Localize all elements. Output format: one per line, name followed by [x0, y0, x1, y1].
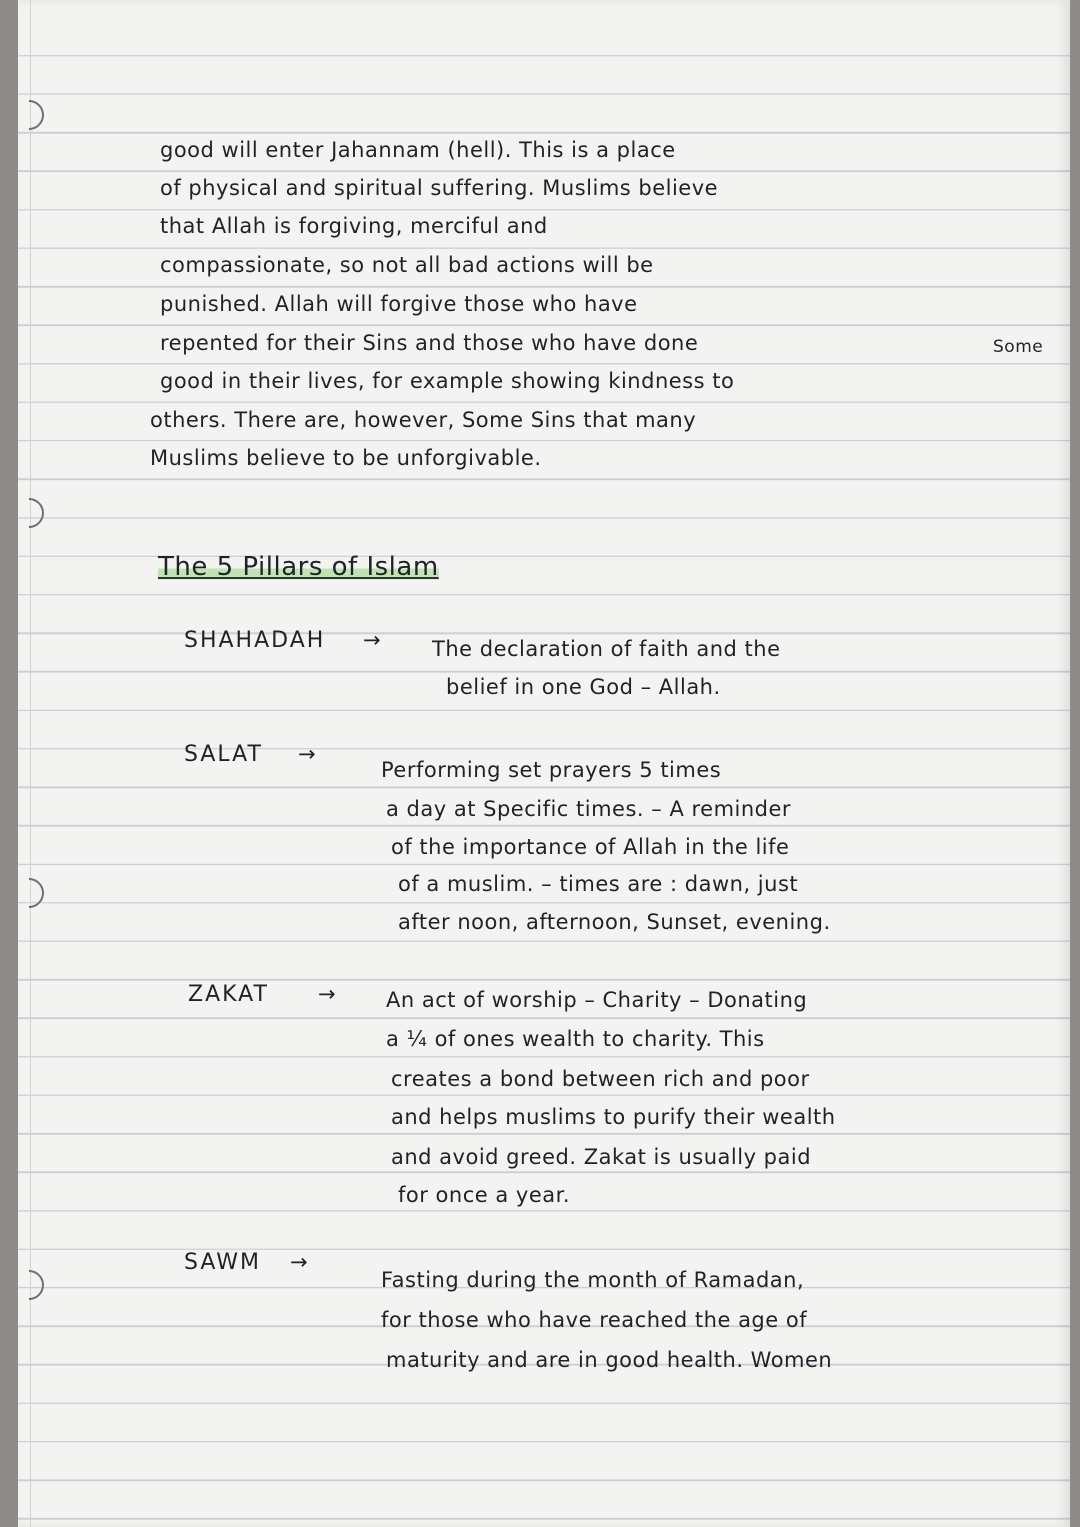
margin-word: Some: [993, 337, 1044, 357]
pillar-name-salat: SALAT: [184, 742, 263, 767]
paragraph-line: repented for their Sins and those who have done: [160, 331, 699, 355]
pillar-text-line: creates a bond between rich and poor: [391, 1067, 810, 1091]
paragraph-line: of physical and spiritual suffering. Muslims believe: [160, 176, 719, 200]
pillar-text-line: after noon, afternoon, Sunset, evening.: [398, 910, 831, 934]
pillar-text-line: belief in one God – Allah.: [446, 675, 721, 699]
paragraph-line: others. There are, however, Some Sins that many: [150, 408, 697, 432]
pillar-text-line: The declaration of faith and the: [432, 637, 781, 661]
binder-hole-mark: [8, 1264, 50, 1306]
arrow-icon: →: [298, 742, 317, 766]
paragraph-line: Muslims believe to be unforgivable.: [150, 446, 542, 470]
pillar-text-line: of the importance of Allah in the life: [391, 835, 790, 859]
arrow-icon: →: [290, 1250, 309, 1274]
paragraph-line: good in their lives, for example showing kindness to: [160, 369, 735, 393]
pillar-text-line: and avoid greed. Zakat is usually paid: [391, 1145, 812, 1169]
paragraph-line: that Allah is forgiving, merciful and: [160, 214, 548, 238]
pillar-text-line: and helps muslims to purify their wealth: [391, 1105, 836, 1129]
binder-hole-mark: [8, 492, 50, 534]
pillar-text-line: for those who have reached the age of: [381, 1308, 808, 1332]
binder-hole-mark: [8, 872, 50, 914]
section-heading: The 5 Pillars of Islam: [158, 552, 439, 582]
pillar-name-sawm: SAWM: [184, 1250, 261, 1275]
pillar-text-line: An act of worship – Charity – Donating: [386, 988, 808, 1012]
paragraph-line: punished. Allah will forgive those who have: [160, 292, 638, 316]
pillar-text-line: of a muslim. – times are : dawn, just: [398, 872, 799, 896]
pillar-text-line: Fasting during the month of Ramadan,: [381, 1268, 805, 1292]
pillar-name-zakat: ZAKAT: [188, 982, 269, 1007]
pillar-text-line: Performing set prayers 5 times: [381, 758, 722, 782]
pillar-text-line: maturity and are in good health. Women: [386, 1348, 833, 1372]
pillar-text-line: a ¼ of ones wealth to charity. This: [386, 1027, 765, 1051]
pillar-text-line: a day at Specific times. – A reminder: [386, 797, 792, 821]
pillar-name-shahadah: SHAHADAH: [184, 628, 326, 653]
paragraph-line: good will enter Jahannam (hell). This is a place: [160, 138, 676, 162]
paragraph-line: compassionate, so not all bad actions will be: [160, 253, 654, 277]
binder-hole-mark: [8, 94, 50, 136]
arrow-icon: →: [363, 628, 382, 652]
notebook-page: [18, 0, 1070, 1527]
arrow-icon: →: [318, 982, 337, 1006]
pillar-text-line: for once a year.: [398, 1183, 570, 1207]
